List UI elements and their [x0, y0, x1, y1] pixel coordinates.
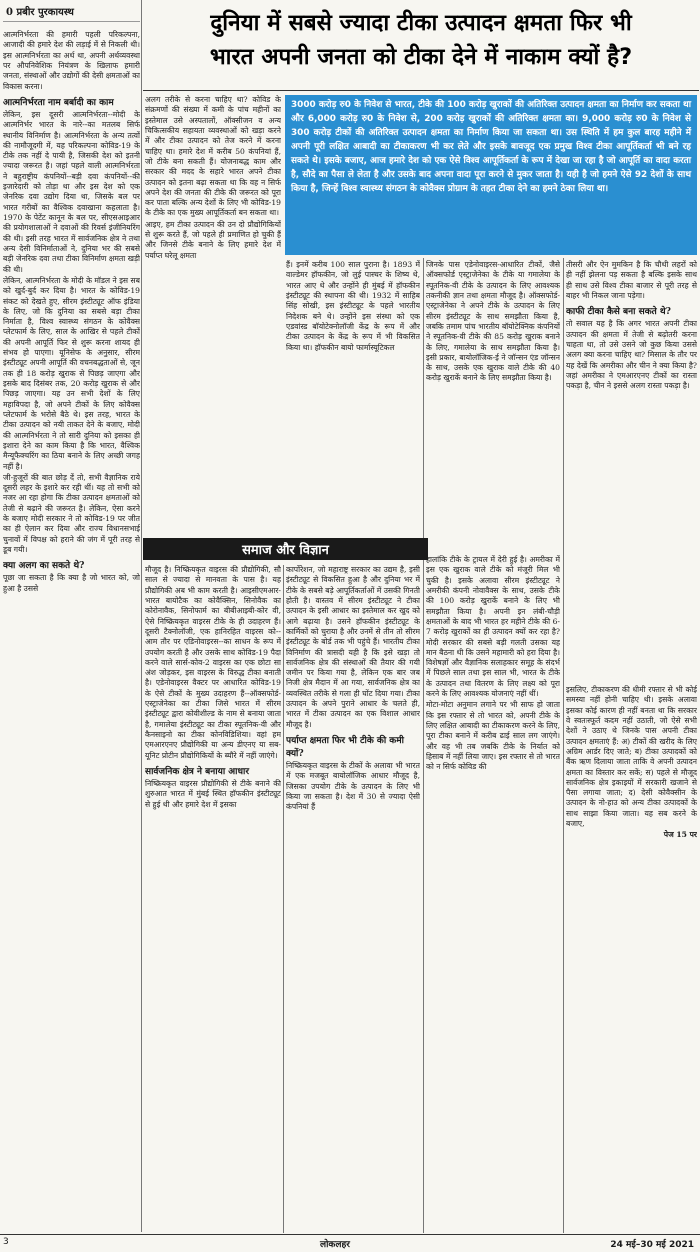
left-paragraph-4: जी-हुजूरों की बात छोड़ दें तो, सभी वैज्ञानिक राये दूसरी लहर के इशारे कर रही थीं। यह तो सभी को नजर आ रहा होगा कि टीका उत्पादन क्षमताओं को तेजी से बढ़ाने की जरूरत है। लेकिन, ऐसा करने के बजाए मोदी सरकार ने तो कोविड-19 पर जीत का ही ऐलान कर दिया और राज्य विधानसभाई चुनावों में विपक्ष को हराने की जंग में पूरी तरह से डूब गयी।	[3, 472, 140, 554]
upper-paragraph-4: तो सवाल यह है कि अगर भारत अपनी टीका उत्पादन की क्षमता में तेजी से बढ़ोतरी करना चाहता था, तो उसे उसने जो कुछ किया उससे अलग क्या करना चाहिए था? मिसाल के तौर पर यह देखें कि अमरीका और चीन ने क्या किया है? जहां अमरीका ने एमआरएनए टीकों का रास्ता पकड़ा है, चीन ने इससे अलग रास्ता पकड़ा है।	[566, 319, 697, 391]
left-subhead-1: आत्मनिर्भरता नाम बर्बादी का काम	[3, 97, 114, 108]
lower-paragraph-1: मौजूद है। निष्क्रियकृत वाइरस की प्रौद्योगिकी, सौ साल से ज्यादा से मानवता के पास है। यह प्रौद्योगिकी अब भी काम करती है। आइसीएमआर-भारत बायोटैक का कोवैक्सिन, सिनोवैक का कोरोनावैक, सिनोफार्म का बीबीआइबी-कोर वी, ऐसे निष्क्रियकृत वाइरस टीके के ही उदाहरण हैं। दूसरी टैक्नोलॉजी, एक हानिरहित वाइरस को--आम तौर पर एडिनोवाइरस--का साधन के रूप में उपयोग करती है और उसके साथ कोविड-19 पैदा करने वाले सार्स-कोव-2 वाइरस का एक छोटा सा अंश जोड़कर, इस वाइरस के विरुद्ध टीका बनाती है। एडेनोवाइरस वैक्टर पर आधारित कोविड-19 के ऐसे टीकों के मुख्य उदाहरण हैं--ऑक्सफोर्ड-एस्ट्राजेनेका का टीका जिसे भारत में सीरम इंस्टीट्यूट द्वारा कोवीशील्ड के नाम से बनाया जाता है, गमालेया इंस्टीट्यूट का टीका स्पूतनिक-वी और कैनसाइनो का टीका कोनविडिशिया। वहां हम एमआरएनए प्रौद्योगिकी या अन्य डीएनए या सब-यूनिट प्रोटीन प्रौद्योगिकियों के ब्यौरे में नहीं जाएंगे।	[145, 565, 281, 760]
highlight-text: 3000 करोड़ रु0 के निवेश से भारत, टीके की 100 करोड़ खुराकों की अतिरिक्त उत्पादन क्षमता का निर्माण कर सकता था और 6,000 करोड़ रु0 के निवेश से, 200 करोड़ खुराकों की अतिरिक्त क्षमता का। 9,000 करोड़ रु0 के निवेश से 300 करोड़ टीकों की अतिरिक्त उत्पादन क्षमता का निर्माण किया जा सकता था। उस स्थिति में हम कुल बारह महीने में अपनी पूरी लक्षित आबादी का टीकाकरण भी कर लेते और इसके बावजूद एक प्रमुख विश्व टीका आपूर्तिकर्ता भी बने रह सकते थे। इसके बजाए, आज हमारे देश को एक ऐसे विश्व आपूर्तिकर्ता के रूप में देखा जा रहा है जो आपूर्ति का वादा करता है, सौदे का पैसा ले लेता है और उसके बाद अपना वादा पूरा करने से मुकर जाता है। यही है जो हमने ऐसे 92 देशों के साथ किया है, जिन्हें विश्व स्वास्थ्य संगठन के कोवैक्स प्रोग्राम के तहत टीका देने का हमने ठेका लिया था।	[291, 100, 691, 195]
paper-name: लोकलहर	[320, 1240, 350, 1250]
lower-paragraph-2: निष्क्रियकृत वाइरस प्रौद्योगिकी से टीके बनाने की शुरुआत भारत में मुंबई स्थित हॉफकीन इंस्टीट्यूट से हुई थी और हमारे देश में इसका	[145, 778, 281, 809]
left-paragraph-3: लेकिन, आत्मनिर्भरता के मोदी के मॉडल ने इस सब को खुर्द-बुर्द कर दिया है। भारत के कोविड-19 संकट को देखते हुए, सीरम इंस्टीट्यूट ऑफ इंडिया के लिए, जो कि दुनिया का सबसे बड़ा टीका निर्माता है, विश्व स्वास्थ्य संगठन के कोवैक्स प्लेटफार्म के लिए, साल के आखिर से पहले टीकों की अपनी आपूर्ति फिर से शुरू करना शायद ही संभव हो पाएगा। यूनिसेफ के अनुसार, सीरम इंस्टीट्यूट अपनी आपूर्ति की वचनबद्धताओं से, जून तक ही 18 करोड़ खुराक से पिछड़ जाएगा और इसके बाद दिसंबर तक, 20 करोड़ खुराक से और पिछड़ जाएगा। यह उन सभी देशों के लिए महाविपदा है, जो अपने टीकों के लिए कोवैक्स प्लेटफार्म के भरोसे बैठे थे। इस तरह, भारत के टीका उत्पादन को नयी ताकत देने के बजाए, मोदी की आत्मनिर्भरता ने तो सारी दुनिया को इसका ही इशारा देने का काम किया है कि भारत, वैश्विक मैन्यूफैक्चरिंग का ठिया बनाने के लिए अच्छी जगह नहीं है।	[3, 275, 140, 471]
upper-column-1	[286, 260, 420, 525]
lower-paragraph-5: हालांकि टीके के ट्रायल में देरी हुई है। अमरीका में इस एक खुराक वाले टीके को मंजूरी मिल भी चुकी है। इसके अलावा सीरम इंस्टीट्यूट ने अमरीकी कंपनी नोवावैक्स के साथ, उसके टीके की 100 करोड़ खुराकें बनाने के लिए भी समझौता किया है। अपनी इन लंबी-चौड़ी क्षमताओं के बाद भी भारत हर महीने टीके की 6-7 करोड़ खुराकों का ही उत्पादन क्यों कर रहा है? मोदी सरकार की सबसे बड़ी गलती उसका यह मान बैठना थी कि उसने महामारी को हरा दिया है। विशेषज्ञों और वैज्ञानिक सलाहकार समूह के संदर्भ में पिछले साल तथा इस साल भी, भारत के टीके के उत्पादन तथा वितरण के लिए लक्ष्य को पूरा करने के लिए आवश्यक योजनाएं नहीं थीं।	[426, 555, 560, 699]
lower-paragraph-3: कार्पोरेशन, जो महाराष्ट्र सरकार का उद्यम है, इसी इंस्टीट्यूट से विकसित हुआ है और दुनिया भर में टीके के सबसे बड़े आपूर्तिकर्ताओं में उसकी गिनती होती है। वास्तव में सीरम इंस्टीट्यूट ने टीका उत्पादन के इसी आधार का इस्तेमाल कर खुद को आगे बढ़ाया है। उसने हॉफकीन इंस्टीट्यूट के कार्मिकों को चुराया है और उनमें से तीन तो सीरम इंस्टीट्यूट के बोर्ड तक भी पहुंचे हैं। भारतीय टीका विनिर्माण की त्रासदी यही है कि इसे खड़ा तो सार्वजनिक क्षेत्र की संस्थाओं की तैयार की गयी जमीन पर किया गया है, लेकिन एक बार जब निजी क्षेत्र मैदान में आ गया, सार्वजनिक क्षेत्र का व्यवस्थित तरीके से गला ही घोंट दिया गया। टीका उत्पादन के अपने पुराने आधार के चलते ही, भारत में टीका उत्पादन का एक विशाल आधार मौजूद है।	[286, 565, 420, 729]
headline	[145, 6, 697, 74]
upper-paragraph-1: हैं। इनमें करीब 100 साल पुराना है। 1893 में वाल्डेमर हॉफकीन, जो लुई पास्चर के शिष्य थे, भारत आए थे और उन्होंने ही मुंबई में हॉफकीन इंस्टीट्यूट की स्थापना की थी। 1932 में साहिब सिंह सोखी, इस इंस्टीट्यूट के पहले भारतीय निदेशक बने थे। उन्होंने इस संस्था को एक एडवांस्ड बॉयोटेक्नोलॉजी केंद्र के रूप में और टीका उत्पादन के केंद्र के रूप में भी विकसित किया था। हॉफकीन बायो फार्मास्यूटिकल	[286, 260, 420, 352]
upper-subhead: काफी टीका कैसे बना सकते थे?	[566, 307, 671, 318]
issue-date: 24 मई–30 मई 2021	[610, 1240, 694, 1250]
column-divider	[423, 258, 424, 1233]
left-subhead-2: क्या अलग का सकते थे?	[3, 561, 85, 572]
mid-column	[145, 95, 281, 535]
upper-paragraph-3: तीसरी और ऐन मुमकिन है कि चौथी लहरों को ही नहीं झेलना पड़ सकता है बल्कि इसके साथ ही साथ उसे विश्व टीका बाजार से पूरी तरह से बाहर भी निकल जाना पड़ेगा।	[566, 260, 697, 300]
highlight-box	[285, 95, 697, 255]
left-paragraph-5: पूछा जा सकता है कि क्या है जो भारत को, जो हुआ है उससे	[3, 573, 140, 593]
lower-column-4	[566, 685, 697, 1233]
headline-line-2: भारत अपनी जनता को टीका देने में नाकाम क्यों है?	[209, 44, 633, 71]
column-divider	[283, 565, 284, 1233]
mid-paragraph-2: आइए, हम टीका उत्पादन की उन दो प्रौद्योगिकियों से शुरू करते हैं, जो पहले ही प्रमाणित हो चुकी हैं और जिनसे टीके बनाने के लिए हमारे देश में पर्याप्त घरेलू क्षमता	[145, 219, 281, 260]
lower-paragraph-4: निष्क्रियकृत वाइरस के टीकों के अलावा भी भारत में एक मजबूत बायोलॉजिक आधार मौजूद है, जिसका उपयोग टीके के उत्पादन के लिए भी किया जा सकता है। देश में 30 से ज्यादा ऐसी कंपनियां हैं	[286, 761, 420, 812]
lower-subhead-1: सार्वजनिक क्षेत्र ने बनाया आधार	[145, 766, 250, 777]
lower-subhead-2: पर्याप्त क्षमता फिर भी टीके की कमी क्यों?	[286, 736, 404, 759]
column-divider	[141, 0, 142, 1232]
lower-paragraph-6: मोटा-मोटा अनुमान लगाने पर भी साफ हो जाता कि इस रफ्तार से तो भारत को, अपनी टीके के लिए लक्षित आबादी का टीकाकरण करने के लिए, पूरा टीका बनाने में करीब ढाई साल लग जाएंगे। और वह भी तब जबकि टीके के निर्यात को हिसाब में नहीं लिया जाए। इस रफ्तार से तो भारत को न सिर्फ कोविड की	[426, 700, 560, 772]
lower-paragraph-7: इसलिए, टीकाकरण की धीमी रफ्तार से भी कोई समस्या नहीं होनी चाहिए थी। इसके अलावा इसका कोई कारण ही नहीं बनता था कि सरकार वे स्वतःस्फूर्त कदम नहीं उठाती, जो ऐसे सभी देशों ने उठाए थे जिनके पास अपनी टीका उत्पादन क्षमताएं हैं: अ) टीकों की खरीद के लिए अग्रिम आर्डर दिए जाते; ब) टीका उत्पादकों को बैंक ऋण दिलाया जाता ताकि वे अपनी उत्पादन क्षमता का विस्तार कर सकें; स) पहले से मौजूद सार्वजनिक क्षेत्र इकाइयों में सरकारी खजाने से पैसा लगाया जाता; द) देसी कोवैक्सीन के उत्पादन के नो-हाउ को अन्य टीका उत्पादकों के साथ साझा किया जाता। यह सब करने के बजाए,	[566, 685, 697, 829]
left-column	[3, 0, 140, 1232]
lower-column-3	[426, 555, 560, 1233]
page-number: 3	[3, 1237, 9, 1247]
upper-paragraph-2: जिनके पास एडेनोवाइरस-आधारित टीकों, जैसे ऑक्सफोर्ड एस्ट्राजेनेका के टीके या गमालेया के स्पूतनिक-वी टीके के उत्पादन के लिए आवश्यक तकनीकी ज्ञान तथा क्षमता मौजूद है। ऑक्सफोर्ड-एस्ट्राजेनेका ने अपने टीके के उत्पादन के लिए सीरम इंस्टीट्यूट के साथ समझौता किया है, जबकि तमाम पांच भारतीय बॉयोटेक्निक कंपनियों ने स्पूतनिक-वी टीके की 85 करोड़ खुराक बनाने के लिए, गमालेया के साथ समझौता किया है। इसी प्रकार, बायोलॉजिक-ई ने जॉन्सन एंड जॉन्सन के साथ, उसके एक खुराक वाले टीके की 40 करोड़ खुराकें बनाने के लिए समझौता किया है।	[426, 260, 560, 383]
left-paragraph-1: आत्मनिर्भरता की हमारी पहली परिकल्पना, आजादी की हमारे देश की लड़ाई में से निकली थी। इस आत्मनिर्भरता का अर्थ था, अपनी अर्थव्यवस्था पर औपनिवेशिक नियंत्रण के खिलाफ हमारी जनता, संस्थाओं और उद्योगों की देसी क्षमताओं का विकास करना।	[3, 30, 140, 91]
lower-column-2	[286, 565, 420, 1233]
section-title: समाज और विज्ञान	[242, 543, 329, 558]
headline-line-1: दुनिया में सबसे ज्यादा टीका उत्पादन क्षमता फिर भी	[210, 10, 632, 36]
author-kicker: 0 प्रबीर पुरकायस्थ	[3, 0, 140, 22]
continued-note: पेज 15 पर	[663, 830, 697, 840]
lower-column-1	[145, 565, 281, 1233]
section-banner	[143, 538, 428, 560]
left-paragraph-2: लेकिन, इस दूसरी आत्मनिर्भरता--मोदी के आत्मनिर्भर भारत के नारे--का मतलब सिर्फ स्थानीय विनिर्माण है। आत्मनिर्भरता के अन्य तत्वों की नामौजूदगी में, यह परिकल्पना कोविड-19 के टीके तक नहीं दे पायी है, जिसकी देश को इतनी ज्यादा जरूरत है। जहां पहले वाली आत्मनिर्भरता ने बहुराष्ट्रीय कंपनियों--बड़ी दवा कंपनियों--की इजारेदारी को तोड़ा था और इस देश को एक जेनरिक दवा उद्योग दिया था, जिसके बल पर भारत गरीबों का वैश्विक दवाखाना कहलाता है। 1970 के पेटेंट कानून के बल पर, सीएसआइआर की प्रयोगशालाओं ने दवाओं की रिवर्स इंजीनियरिंग की थी। इसी तरह भारत में सार्वजनिक क्षेत्र ने तथा अन्य देसी विनिर्माताओं ने, दुनिया भर की सबसे बड़ी जेनरिक दवा तथा टीका विनिर्माण क्षमता खड़ी की थी।	[3, 109, 140, 274]
column-divider	[563, 258, 564, 1233]
footer-rule	[0, 1234, 700, 1235]
upper-column-2	[426, 260, 560, 550]
upper-column-3	[566, 260, 697, 680]
mid-paragraph-1: अलग तरीके से करना चाहिए था? कोविड के संक्रमणों की संख्या में कमी के पांच महीनों का इस्तेमाल उसे अस्पतालों, ऑक्सीजन व अन्य चिकित्सकीय सहायता व्यवस्थाओं को खड़ा करने में और टीका उत्पादन को तेज करने में करना चाहिए था। हमारे देश में करीब 50 कंपनियां हैं, जो टीके बना सकती हैं। योजनाबद्ध काम और सरकार की मदद के सहारे भारत अपने टीका उत्पादन को इतना बढ़ा सकता था कि वह न सिर्फ अपने देश की जनता की टीके की जरूरत को पूरा कर पाता बल्कि अन्य देशों के लिए भी कोविड-19 के टीके का एक मुख्य आपूर्तिकर्ता बन सकता था।	[145, 95, 281, 218]
footer	[0, 1236, 700, 1252]
headline-rule	[143, 90, 699, 91]
